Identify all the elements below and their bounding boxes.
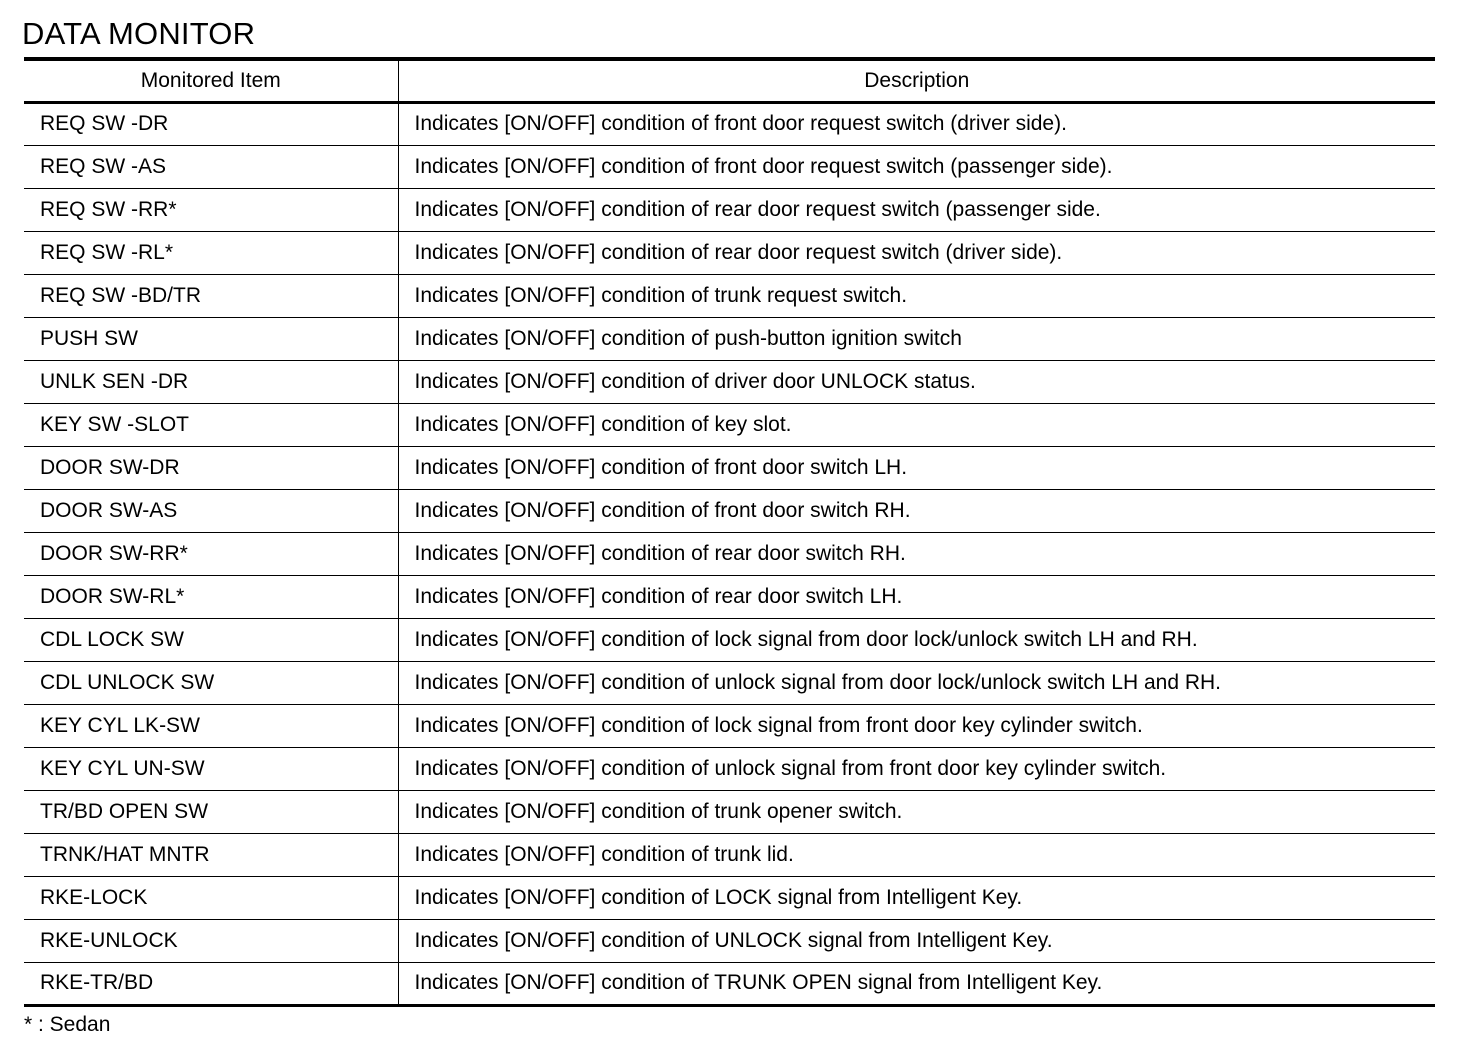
table-row <box>24 188 1435 231</box>
table-row <box>24 360 1435 403</box>
monitored-item-cell: TRNK/HAT MNTR <box>24 833 398 876</box>
monitored-item-cell: DOOR SW-RR* <box>24 532 398 575</box>
description-cell: Indicates [ON/OFF] condition of trunk request switch. <box>398 274 1435 317</box>
description-cell: Indicates [ON/OFF] condition of UNLOCK signal from Intelligent Key. <box>398 919 1435 962</box>
table-row <box>24 403 1435 446</box>
page-title: DATA MONITOR <box>22 16 256 51</box>
table-row <box>24 962 1435 1005</box>
column-header-description: Description <box>398 59 1435 102</box>
description-cell: Indicates [ON/OFF] condition of front door switch LH. <box>398 446 1435 489</box>
table-row <box>24 919 1435 962</box>
monitored-item-cell: TR/BD OPEN SW <box>24 790 398 833</box>
table-row <box>24 231 1435 274</box>
table-row <box>24 833 1435 876</box>
monitored-item-cell: KEY CYL UN-SW <box>24 747 398 790</box>
description-cell: Indicates [ON/OFF] condition of front door request switch (passenger side). <box>398 145 1435 188</box>
table-row <box>24 489 1435 532</box>
description-cell: Indicates [ON/OFF] condition of push-button ignition switch <box>398 317 1435 360</box>
description-cell: Indicates [ON/OFF] condition of key slot. <box>398 403 1435 446</box>
description-cell: Indicates [ON/OFF] condition of front door switch RH. <box>398 489 1435 532</box>
monitored-item-cell: KEY SW -SLOT <box>24 403 398 446</box>
table-header <box>24 59 1435 102</box>
monitored-item-cell: REQ SW -DR <box>24 102 398 145</box>
description-cell: Indicates [ON/OFF] condition of unlock signal from door lock/unlock switch LH and RH. <box>398 661 1435 704</box>
monitored-item-cell: REQ SW -RR* <box>24 188 398 231</box>
monitored-item-cell: CDL UNLOCK SW <box>24 661 398 704</box>
monitored-item-cell: DOOR SW-AS <box>24 489 398 532</box>
description-cell: Indicates [ON/OFF] condition of unlock signal from front door key cylinder switch. <box>398 747 1435 790</box>
column-header-monitored-item: Monitored Item <box>24 59 398 102</box>
description-cell: Indicates [ON/OFF] condition of LOCK signal from Intelligent Key. <box>398 876 1435 919</box>
table-row <box>24 145 1435 188</box>
table-row <box>24 446 1435 489</box>
table-body <box>24 102 1435 1005</box>
description-cell: Indicates [ON/OFF] condition of rear door request switch (driver side). <box>398 231 1435 274</box>
description-cell: Indicates [ON/OFF] condition of rear door switch LH. <box>398 575 1435 618</box>
table-row <box>24 618 1435 661</box>
monitored-item-cell: RKE-LOCK <box>24 876 398 919</box>
monitored-item-cell: REQ SW -RL* <box>24 231 398 274</box>
data-monitor-table <box>24 57 1435 1007</box>
table-row <box>24 790 1435 833</box>
table-row <box>24 274 1435 317</box>
monitored-item-cell: DOOR SW-DR <box>24 446 398 489</box>
table-row <box>24 876 1435 919</box>
description-cell: Indicates [ON/OFF] condition of rear door switch RH. <box>398 532 1435 575</box>
footnote: * : Sedan <box>24 1013 111 1036</box>
description-cell: Indicates [ON/OFF] condition of trunk lid. <box>398 833 1435 876</box>
monitored-item-cell: RKE-TR/BD <box>24 962 398 1005</box>
description-cell: Indicates [ON/OFF] condition of TRUNK OPEN signal from Intelligent Key. <box>398 962 1435 1005</box>
monitored-item-cell: REQ SW -AS <box>24 145 398 188</box>
monitored-item-cell: RKE-UNLOCK <box>24 919 398 962</box>
monitored-item-cell: DOOR SW-RL* <box>24 575 398 618</box>
table-row <box>24 532 1435 575</box>
description-cell: Indicates [ON/OFF] condition of lock signal from door lock/unlock switch LH and RH. <box>398 618 1435 661</box>
monitored-item-cell: PUSH SW <box>24 317 398 360</box>
table-row <box>24 661 1435 704</box>
description-cell: Indicates [ON/OFF] condition of front door request switch (driver side). <box>398 102 1435 145</box>
description-cell: Indicates [ON/OFF] condition of lock signal from front door key cylinder switch. <box>398 704 1435 747</box>
monitored-item-cell: REQ SW -BD/TR <box>24 274 398 317</box>
description-cell: Indicates [ON/OFF] condition of driver door UNLOCK status. <box>398 360 1435 403</box>
description-cell: Indicates [ON/OFF] condition of rear door request switch (passenger side. <box>398 188 1435 231</box>
header-row <box>24 59 1435 102</box>
table-row <box>24 747 1435 790</box>
monitored-item-cell: UNLK SEN -DR <box>24 360 398 403</box>
monitored-item-cell: CDL LOCK SW <box>24 618 398 661</box>
table-row <box>24 575 1435 618</box>
monitored-item-cell: KEY CYL LK-SW <box>24 704 398 747</box>
description-cell: Indicates [ON/OFF] condition of trunk opener switch. <box>398 790 1435 833</box>
table-row <box>24 102 1435 145</box>
table-row <box>24 317 1435 360</box>
table-row <box>24 704 1435 747</box>
